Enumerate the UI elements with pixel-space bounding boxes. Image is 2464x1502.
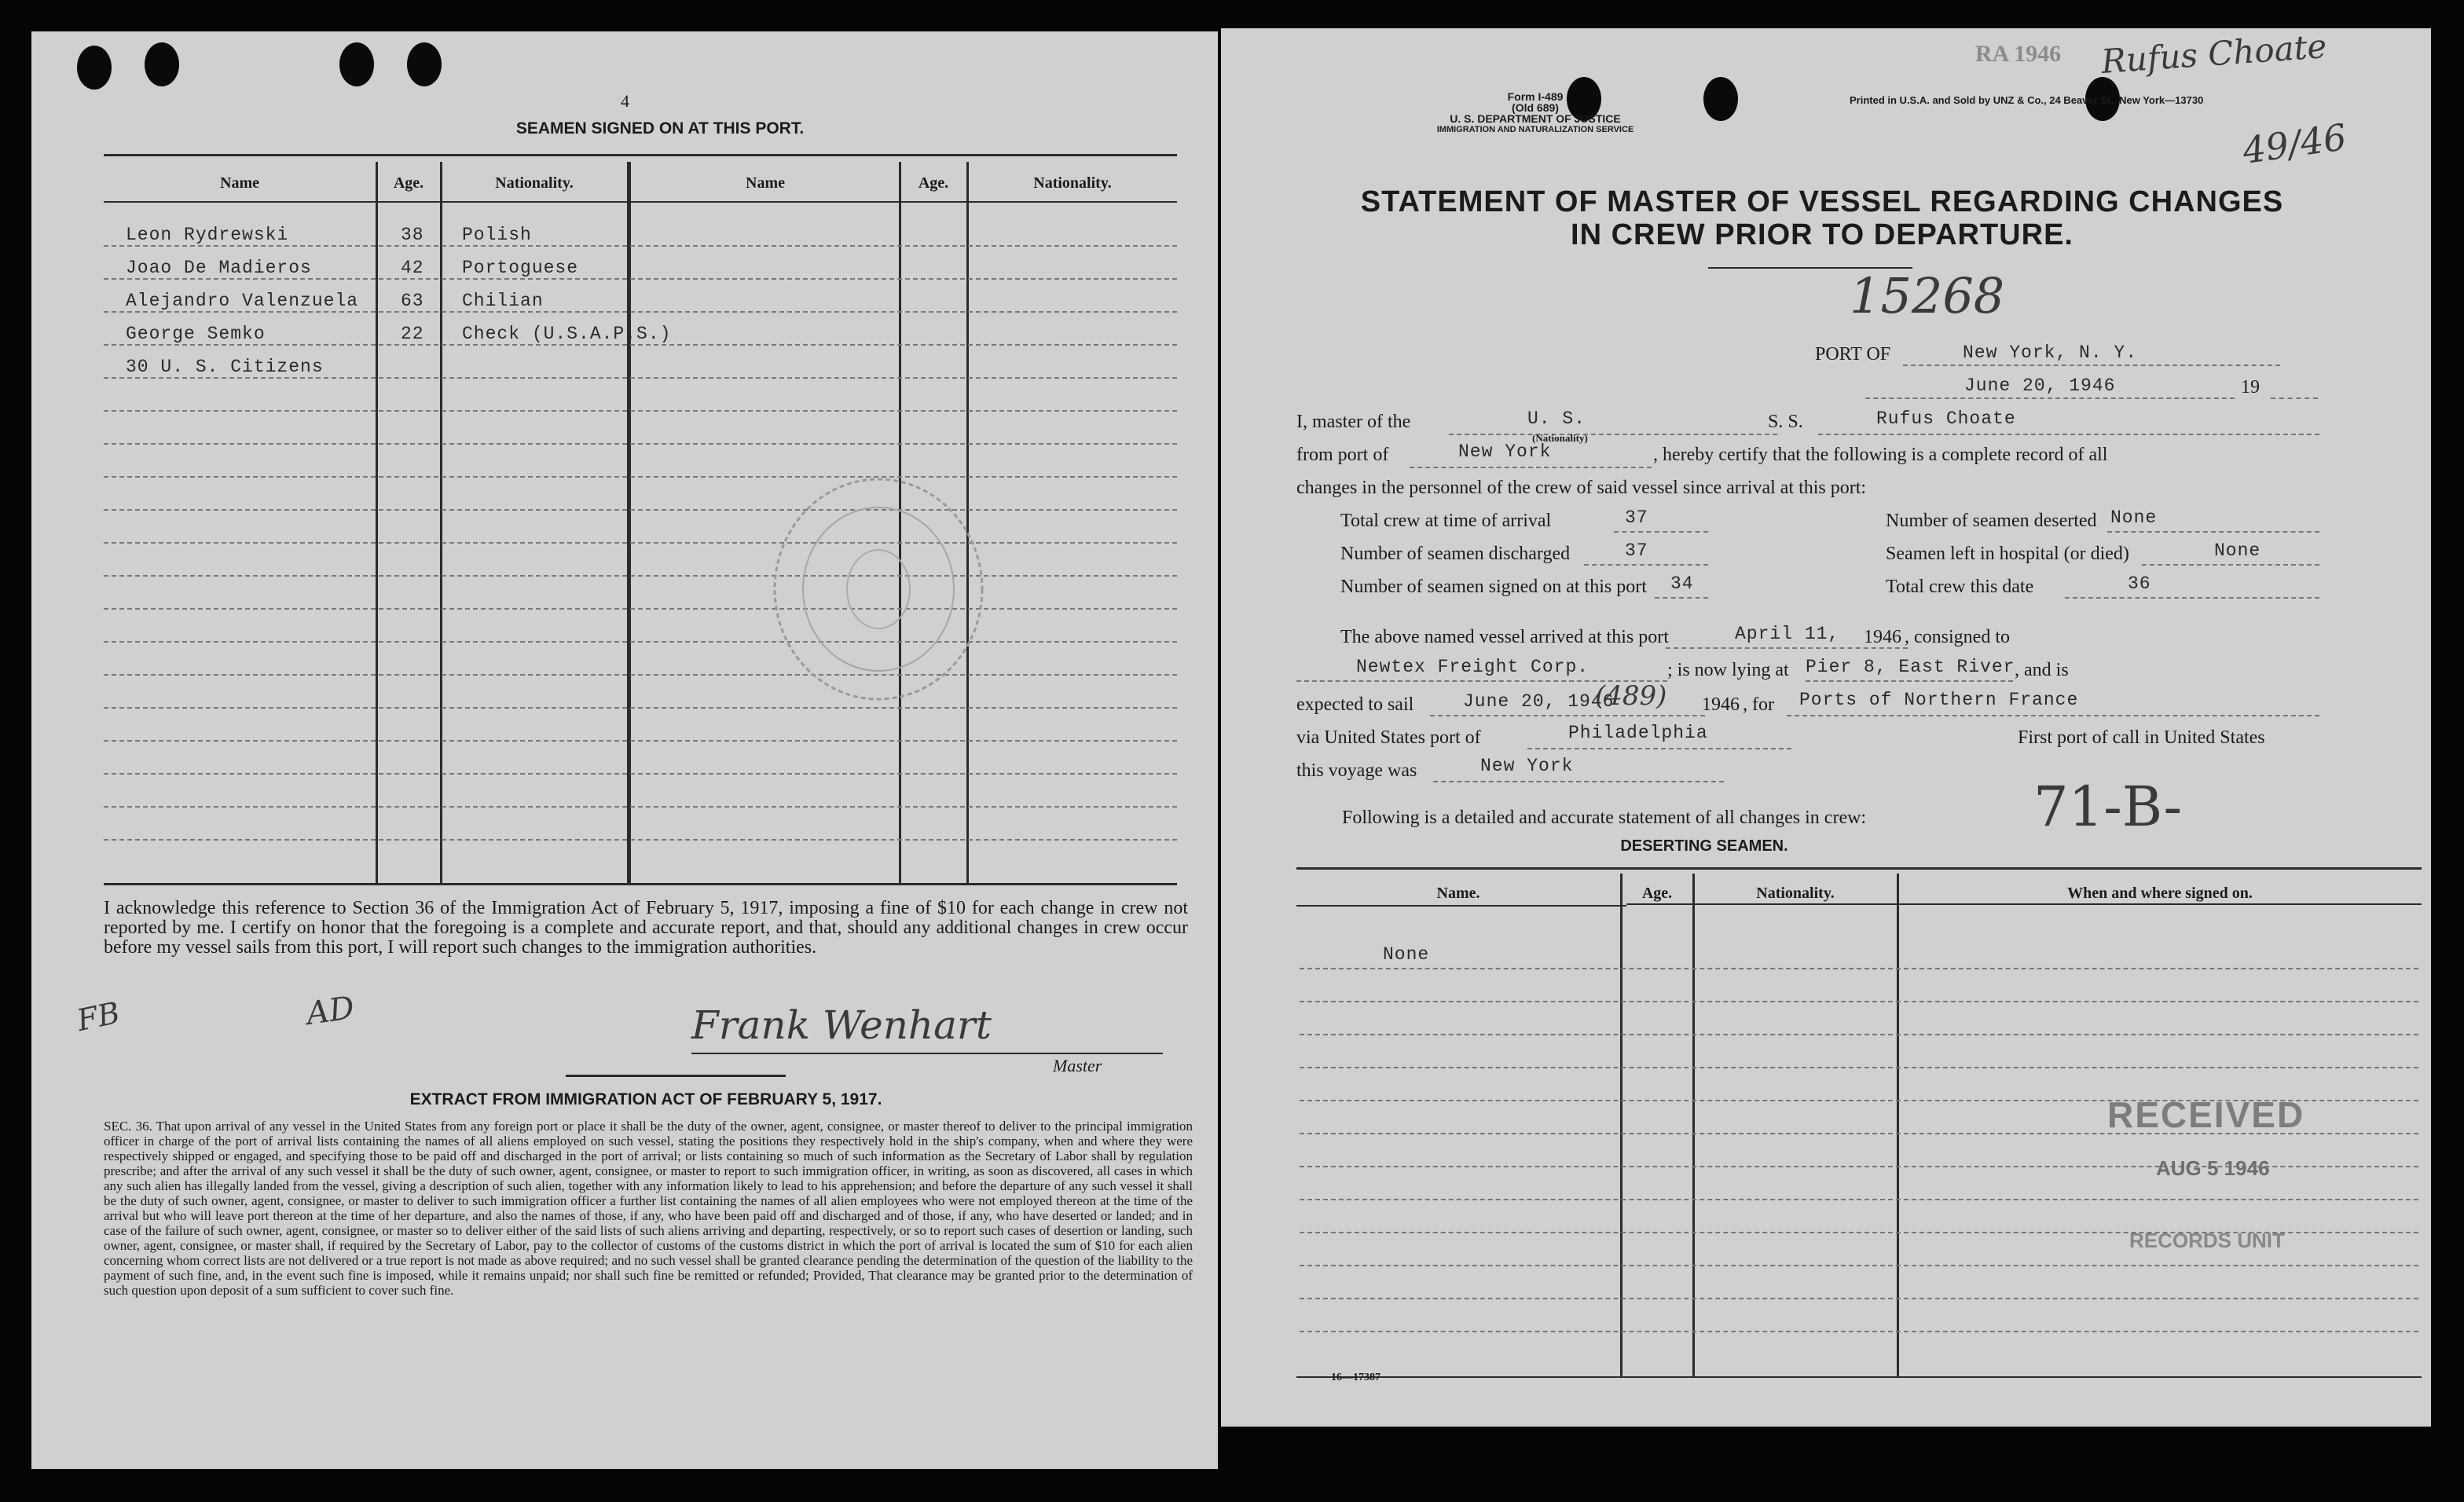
master-of-the-label: I, master of the xyxy=(1296,412,1411,432)
punch-hole xyxy=(77,46,112,90)
deserting-header-rule xyxy=(1626,903,2422,905)
section-title: SEAMEN SIGNED ON AT THIS PORT. xyxy=(515,119,805,137)
col-divider xyxy=(1620,874,1622,1376)
stat-line xyxy=(2107,531,2319,533)
ruled-line xyxy=(104,311,1177,313)
first-port-text: First port of call in United States xyxy=(2018,727,2265,748)
ruled-line xyxy=(1300,1298,2418,1299)
department: U. S. DEPARTMENT OF JUSTICE xyxy=(1450,112,1621,125)
date-year-line xyxy=(2271,397,2318,399)
form-title xyxy=(1221,185,2423,251)
ruled-line xyxy=(1300,1199,2418,1200)
title-line-2: IN CREW PRIOR TO DEPARTURE. xyxy=(1571,218,2074,251)
ruled-line xyxy=(104,278,1177,280)
date-suffix: 19 xyxy=(2241,377,2260,397)
circular-postmark xyxy=(762,471,998,715)
ruled-line xyxy=(104,773,1177,775)
nationality-line xyxy=(1449,434,1777,435)
handwritten-code: 49/46 xyxy=(2239,115,2349,172)
via-port: Philadelphia xyxy=(1568,723,1708,743)
row-nationality: Portoguese xyxy=(462,258,579,278)
punch-hole xyxy=(1703,77,1738,121)
hospital-value: None xyxy=(2214,540,2261,561)
col-header-name: Name xyxy=(220,174,259,192)
deserting-header-rule xyxy=(1296,905,1626,907)
voyage-line xyxy=(1433,781,1724,782)
hospital-label: Seamen left in hospital (or died) xyxy=(1886,544,2129,564)
stat-line xyxy=(1584,564,1708,566)
page-number: 4 xyxy=(621,91,629,111)
col-header-signed-on: When and where signed on. xyxy=(2067,885,2253,902)
row-name: 30 U. S. Citizens xyxy=(126,357,324,377)
table-header-rule xyxy=(104,201,1177,203)
printer-note: Printed in U.S.A. and Sold by UNZ & Co., 24 Beaver St., New York—13730 xyxy=(1850,94,2204,106)
ruled-line xyxy=(1300,1331,2418,1332)
row-nationality: Polish xyxy=(462,225,532,245)
received-stamp: RECEIVED xyxy=(2107,1094,2305,1135)
service: IMMIGRATION AND NATURALIZATION SERVICE xyxy=(1436,125,1634,134)
col-header-age-2: Age. xyxy=(918,174,949,192)
from-port-label: from port of xyxy=(1296,445,1389,465)
col-header-nationality: Nationality. xyxy=(495,174,574,192)
row-age: 63 xyxy=(401,291,424,311)
col-header-name-2: Name xyxy=(746,174,785,192)
from-port-value: New York xyxy=(1458,441,1552,462)
master-signature: Frank Wenhart xyxy=(691,1002,992,1048)
row-age: 42 xyxy=(401,258,424,278)
punch-hole xyxy=(407,42,442,86)
ruled-line xyxy=(104,839,1177,841)
consignee: Newtex Freight Corp. xyxy=(1356,657,1590,677)
following-text: Following is a detailed and accurate statement of all changes in crew: xyxy=(1342,808,1867,828)
handwritten-mark: 71-B- xyxy=(2033,775,2183,839)
certify-text: , hereby certify that the following is a complete record of all xyxy=(1653,445,2108,465)
from-port-line xyxy=(1410,467,1652,468)
punch-hole xyxy=(145,42,179,86)
deserting-title: DESERTING SEAMEN. xyxy=(1620,837,1788,855)
deserting-bottom-rule xyxy=(1296,1376,2422,1378)
ruled-line xyxy=(1300,1067,2418,1068)
discharged-value: 37 xyxy=(1625,540,1648,561)
lying-line xyxy=(1806,680,2013,682)
ruled-line xyxy=(104,443,1177,445)
stat-line xyxy=(1655,597,1708,599)
right-page xyxy=(1221,28,2431,1427)
col-header-nationality-2: Nationality. xyxy=(1033,174,1112,192)
title-line-1: STATEMENT OF MASTER OF VESSEL REGARDING CHANGES xyxy=(1360,185,2284,218)
nationality-value: U. S. xyxy=(1527,408,1586,429)
col-header-nationality: Nationality. xyxy=(1756,885,1835,902)
discharged-label: Number of seamen discharged xyxy=(1340,544,1571,564)
ruled-line xyxy=(1300,1265,2418,1266)
total-departure-value: 36 xyxy=(2128,573,2151,594)
total-crew-arrival-label: Total crew at time of arrival xyxy=(1340,511,1552,531)
extract-title: EXTRACT FROM IMMIGRATION ACT OF FEBRUARY 5, 1917. xyxy=(409,1090,882,1108)
ruled-line xyxy=(104,509,1177,511)
for-text: , for xyxy=(1743,694,1774,715)
ruled-line xyxy=(104,641,1177,643)
row-nationality: Chilian xyxy=(462,291,544,311)
form-old: (Old 689) xyxy=(1512,101,1559,114)
initials-mark: FB xyxy=(74,995,123,1039)
signed-on-value: 34 xyxy=(1670,573,1694,594)
nationality-caption: (Nationality) xyxy=(1532,432,1588,444)
sail-year: 1946 xyxy=(1702,694,1740,715)
and-is-text: , and is xyxy=(2015,660,2069,680)
vessel-line xyxy=(1818,434,2319,435)
initials-mark: AD xyxy=(304,989,357,1033)
form-header xyxy=(1394,91,1677,135)
col-divider xyxy=(1897,874,1899,1376)
sail-date: June 20, 1946 xyxy=(1463,691,1615,712)
port-label: PORT OF xyxy=(1815,344,1891,365)
left-page xyxy=(31,31,1218,1469)
handwritten-vessel: Rufus Choate xyxy=(2099,27,2328,81)
row-name: Alejandro Valenzuela xyxy=(126,291,359,311)
received-office: RECORDS UNIT xyxy=(2129,1229,2285,1252)
arrived-date: April 11, xyxy=(1735,624,1840,644)
port-value: New York, N. Y. xyxy=(1963,343,2138,363)
footer-code: 16—17387 xyxy=(1331,1372,1380,1383)
ruled-line xyxy=(104,542,1177,544)
ruled-line xyxy=(104,707,1177,709)
ruled-line xyxy=(104,410,1177,412)
voyage-text: this voyage was xyxy=(1296,760,1417,781)
row-age: 22 xyxy=(401,324,424,344)
deserted-value: None xyxy=(2110,507,2158,528)
changes-text: changes in the personnel of the crew of said vessel since arrival at this port: xyxy=(1296,478,1867,498)
deserted-label: Number of seamen deserted xyxy=(1886,511,2097,531)
ruled-line xyxy=(1300,968,2418,969)
stat-line xyxy=(1614,531,1708,533)
extract-divider xyxy=(566,1075,786,1077)
date-line xyxy=(1865,397,2235,399)
arrived-year: 1946 xyxy=(1864,627,1901,647)
received-date: AUG 5 1946 xyxy=(2156,1156,2270,1180)
ruled-line xyxy=(104,377,1177,379)
row-name: George Semko xyxy=(126,324,266,344)
col-divider xyxy=(376,162,378,885)
ruled-line xyxy=(104,245,1177,247)
via-text: via United States port of xyxy=(1296,727,1481,748)
arrived-text: The above named vessel arrived at this port xyxy=(1340,627,1669,647)
ruled-line xyxy=(104,575,1177,577)
master-label: Master xyxy=(1053,1056,1102,1075)
extract-text: SEC. 36. That upon arrival of any vessel in the United States from any foreign port or place it shall be the duty of the owner, agent, consignee, or master thereof to deliver to the principal immigration officer in charge of the port of arrival lists containing the names of all aliens employed on such vessel, stating the positions they respectively hold in the ship's company, when and where they were respectively shipped or engaged, and specifying those to be paid off and discharged in the port of arrival; or lists containing so much of such information as the Secretary of Labor shall by regulation prescribe; and after the arrival of any such vessel it shall be the duty of such owner, agent, consignee, or master to report to such immigration officer, in writing, as soon as discovered, all cases in which any such alien has illegally landed from the vessel, giving a description of such alien, together with any information likely to lead to his apprehension; and before the departure of any such vessel it shall be the duty of such owner, agent, consignee, or master to deliver to such immigration officer a further list containing the names of all alien employees who were not employed thereon at the time of the arrival but who will leave port thereon at the time of her departure, and also the names of those, if any, who have been paid off and discharged and of those, if any, who have deserted or landed; and in case of the failure of such owner, agent, consignee, or master so to deliver either of the said lists of such aliens arriving and departing, respectively, or so to report such cases of desertion or landing, such owner, agent, consignee, or master shall, if required by the Secretary of Labor, pay to the collector of customs of the customs district in which the port of arrival is located the sum of $10 for each alien concerning whom correct lists are not delivered or a true report is not made as above required; and no such vessel shall be granted clearance pending the determination of the question of the liability to the payment of such fine, and, in the event such fine is imposed, while it remains unpaid; nor shall such fine be remitted or refunded; Provided, That clearance may be granted prior to the determination of such question upon deposit of a sum sufficient to cover such fine. xyxy=(104,1119,1193,1298)
stat-line xyxy=(2065,597,2319,599)
ruled-line xyxy=(1300,1001,2418,1002)
lying-at: Pier 8, East River xyxy=(1806,657,2015,677)
col-divider xyxy=(440,162,442,885)
ruled-line xyxy=(1300,1034,2418,1035)
voyage-value: New York xyxy=(1480,756,1574,776)
port-line xyxy=(1903,365,2280,366)
ruled-line xyxy=(104,806,1177,808)
table-bottom-rule xyxy=(104,883,1177,885)
lying-text: ; is now lying at xyxy=(1667,660,1789,680)
sail-note: (489) xyxy=(1595,680,1667,712)
ruled-line xyxy=(104,476,1177,478)
row-age: 38 xyxy=(401,225,424,245)
ruled-line xyxy=(104,674,1177,676)
deserting-top-rule xyxy=(1296,867,2422,870)
destination-line xyxy=(1787,715,2319,716)
sail-line xyxy=(1430,715,1705,716)
acknowledgment-text: I acknowledge this reference to Section 36 of the Immigration Act of February 5, 1917, imposing a fine of $10 for each change in crew not reported by me. I certify on honor that the foregoing is a complete and accurate report, and that, should any additional changes in crew occur before my vessel sails from this port, I will report such changes to the immigration authorities. xyxy=(104,898,1188,958)
deserting-row-name: None xyxy=(1383,944,1430,965)
vessel-name: Rufus Choate xyxy=(1876,408,2016,429)
consigned-text: , consigned to xyxy=(1905,627,2010,647)
date-value: June 20, 1946 xyxy=(1964,376,2116,396)
stat-line xyxy=(2142,564,2319,566)
file-stamp: RA 1946 xyxy=(1975,41,2062,67)
row-nationality: Check (U.S.A.P.S.) xyxy=(462,324,672,344)
total-crew-arrival: 37 xyxy=(1625,507,1648,528)
expected-text: expected to sail xyxy=(1296,694,1414,715)
handwritten-number: 15268 xyxy=(1850,267,2005,324)
ruled-line xyxy=(104,344,1177,346)
col-header-age: Age. xyxy=(393,174,424,192)
col-header-age: Age. xyxy=(1641,885,1673,902)
col-divider xyxy=(627,162,631,885)
col-divider xyxy=(1692,874,1695,1376)
ss-label: S. S. xyxy=(1768,412,1803,432)
row-name: Joao De Madieros xyxy=(126,258,312,278)
table-top-rule xyxy=(104,154,1177,156)
via-line xyxy=(1527,748,1791,749)
signature-rule xyxy=(691,1053,1163,1054)
form-number: Form I-489 xyxy=(1507,90,1564,103)
col-header-name: Name. xyxy=(1436,885,1480,902)
row-name: Leon Rydrewski xyxy=(126,225,289,245)
signed-on-label: Number of seamen signed on at this port xyxy=(1340,577,1647,597)
ruled-line xyxy=(104,608,1177,610)
destination: Ports of Northern France xyxy=(1799,690,2079,710)
total-departure-label: Total crew this date xyxy=(1886,577,2034,597)
punch-hole xyxy=(339,42,374,86)
ruled-line xyxy=(104,740,1177,742)
